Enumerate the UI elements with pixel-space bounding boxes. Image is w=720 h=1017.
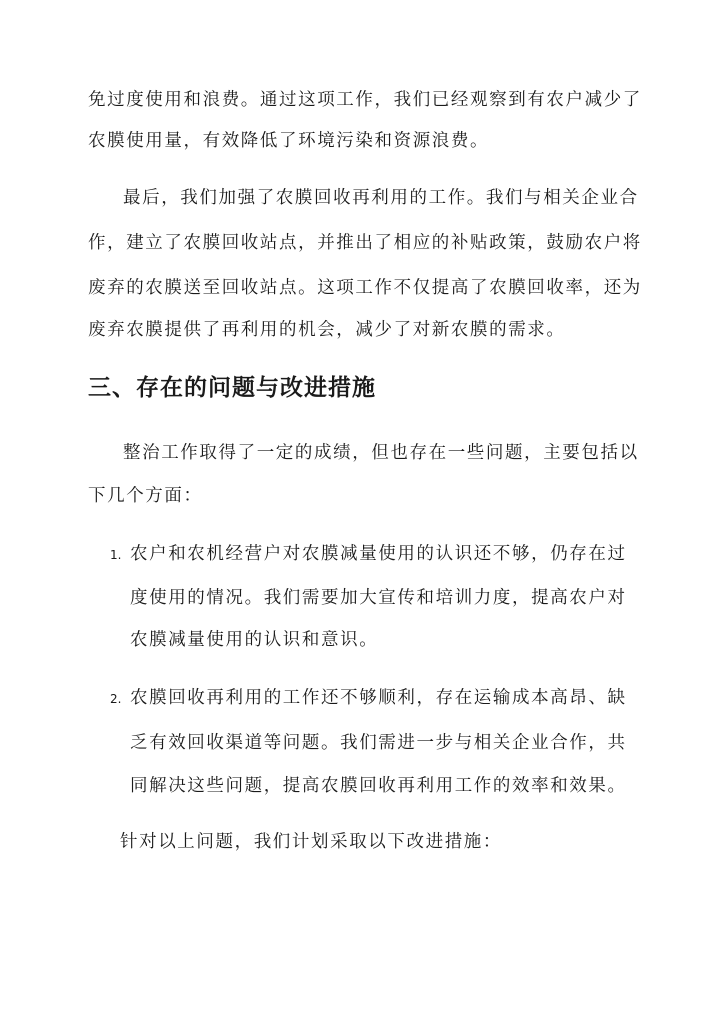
paragraph-1-line-2: 农膜使用量，有效降低了环境污染和资源浪费。 — [88, 131, 490, 151]
section-3-heading: 三、存在的问题与改进措施 — [88, 374, 376, 401]
list-item-2-line-3: 同解决这些问题，提高农膜回收再利用工作的效率和效果。 — [130, 776, 627, 796]
list-item-2-line-1: 农膜回收再利用的工作还不够顺利，存在运输成本高昂、缺 — [130, 688, 627, 708]
paragraph-2-line-4: 废弃农膜提供了再利用的机会，减少了对新农膜的需求。 — [88, 320, 566, 340]
list-item-2-number: 2. — [110, 692, 122, 706]
section-3-closing: 针对以上问题，我们计划采取以下改进措施： — [120, 832, 502, 852]
list-item-1-line-2: 度使用的情况。我们需要加大宣传和培训力度，提高农户对 — [130, 588, 627, 608]
paragraph-1-line-1: 免过度使用和浪费。通过这项工作，我们已经观察到有农户减少了 — [88, 90, 642, 110]
paragraph-2-line-1: 最后，我们加强了农膜回收再利用的工作。我们与相关企业合 — [123, 188, 639, 208]
list-item-2-line-2: 乏有效回收渠道等问题。我们需进一步与相关企业合作，共 — [130, 733, 627, 753]
paragraph-2-line-3: 废弃的农膜送至回收站点。这项工作不仅提高了农膜回收率，还为 — [88, 278, 642, 298]
list-item-1-line-1: 农户和农机经营户对农膜减量使用的认识还不够，仍存在过 — [130, 544, 627, 564]
paragraph-2-line-2: 作，建立了农膜回收站点，并推出了相应的补贴政策，鼓励农户将 — [88, 233, 642, 253]
section-3-intro-line-1: 整治工作取得了一定的成绩，但也存在一些问题，主要包括以 — [123, 443, 639, 463]
section-3-intro-line-2: 下几个方面： — [88, 486, 203, 506]
list-item-1-line-3: 农膜减量使用的认识和意识。 — [130, 630, 379, 650]
list-item-1-number: 1. — [110, 548, 122, 562]
